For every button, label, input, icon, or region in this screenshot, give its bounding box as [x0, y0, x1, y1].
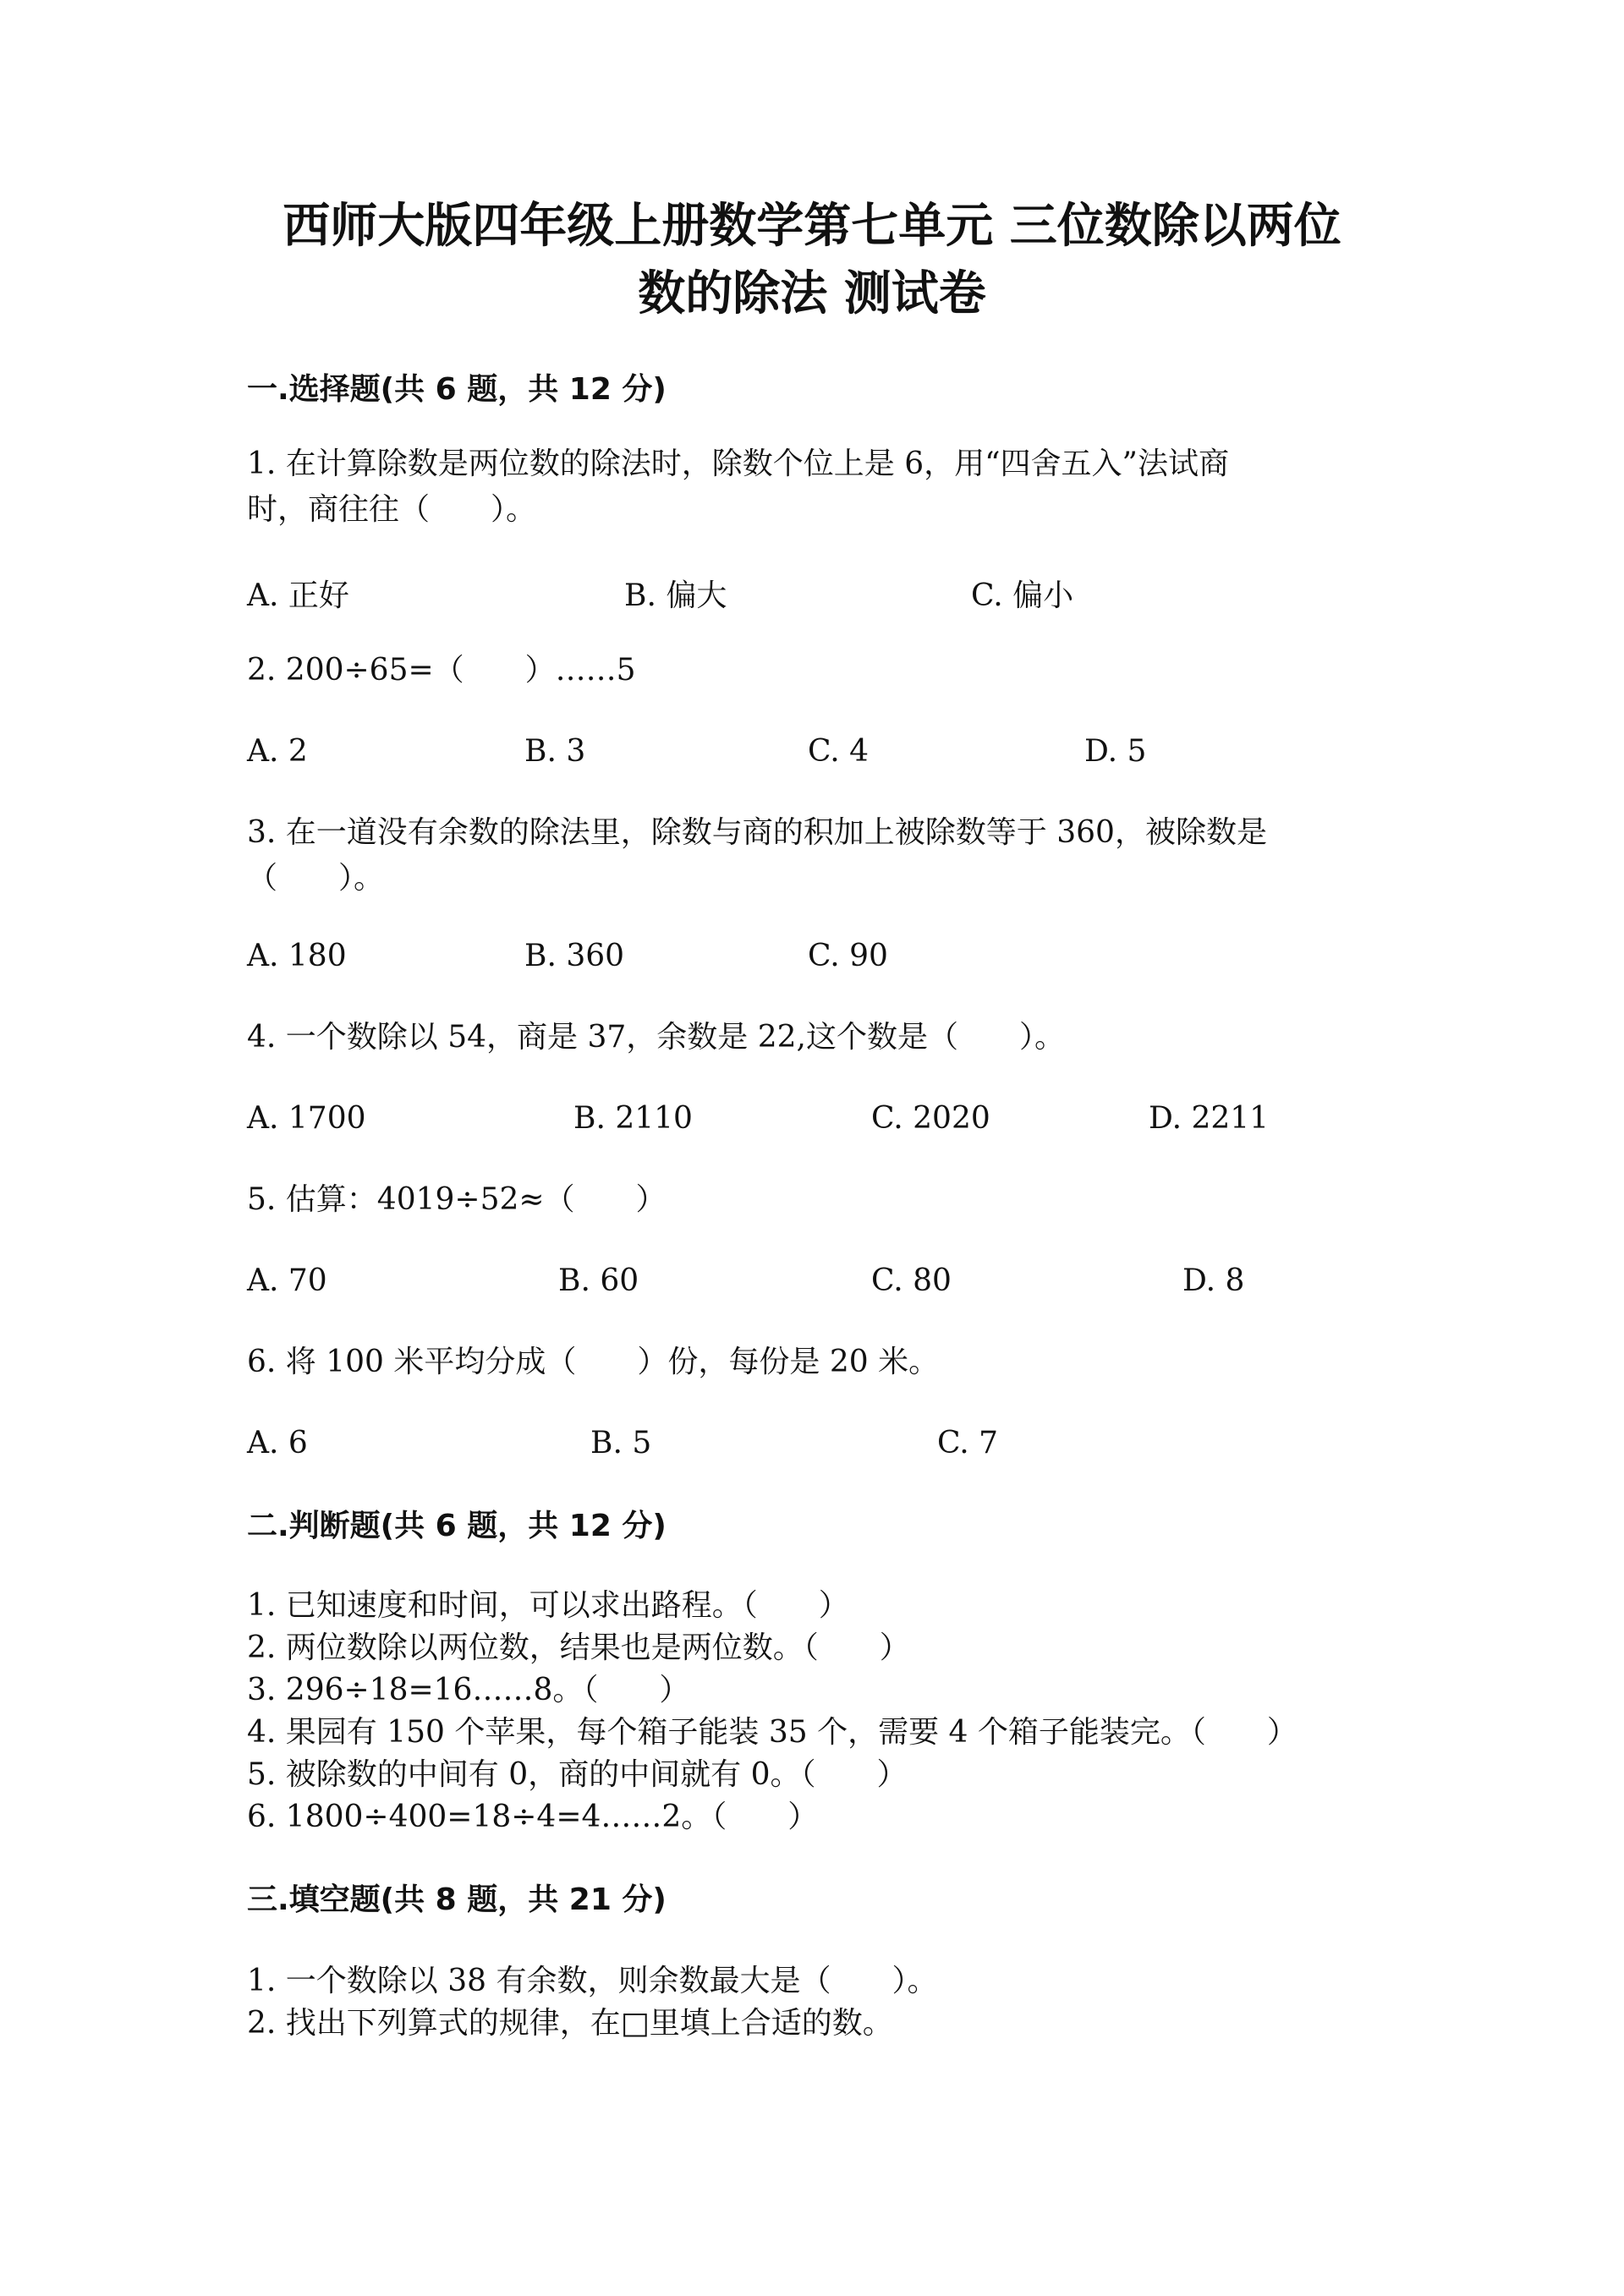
option-5a[interactable]: A. 70 — [247, 1263, 327, 1298]
tf-item-5: 5. 被除数的中间有 0，商的中间就有 0。（ ） — [247, 1757, 908, 1792]
tf-item-4: 4. 果园有 150 个苹果，每个箱子能装 35 个，需要 4 个箱子能装完。（ ） — [247, 1715, 1298, 1750]
option-6b[interactable]: B. 5 — [590, 1426, 652, 1460]
question-5: 5. 估算：4019÷52≈（ ） — [247, 1182, 667, 1217]
section-heading-fill-blank: 三.填空题(共 8 题，共 21 分) — [247, 1882, 667, 1917]
section-heading-choice: 一.选择题(共 6 题，共 12 分) — [247, 372, 667, 407]
page-title-line-2: 数的除法 测试卷 — [638, 266, 986, 321]
question-1-line-2: 时，商往往（ ）。 — [247, 492, 537, 527]
option-2b[interactable]: B. 3 — [524, 734, 586, 769]
option-5c[interactable]: C. 80 — [871, 1263, 952, 1298]
option-6a[interactable]: A. 6 — [247, 1426, 308, 1460]
page-title — [0, 193, 1624, 328]
question-4: 4. 一个数除以 54，商是 37，余数是 22,这个数是（ ）。 — [247, 1020, 1065, 1055]
option-1b[interactable]: B. 偏大 — [624, 578, 727, 613]
option-6c[interactable]: C. 7 — [937, 1426, 999, 1460]
question-2: 2. 200÷65=（ ）……5 — [247, 653, 636, 688]
tf-item-1: 1. 已知速度和时间，可以求出路程。（ ） — [247, 1588, 849, 1623]
option-5b[interactable]: B. 60 — [558, 1263, 639, 1298]
option-4d[interactable]: D. 2211 — [1149, 1101, 1270, 1136]
option-4b[interactable]: B. 2110 — [573, 1101, 693, 1136]
section-heading-true-false: 二.判断题(共 6 题，共 12 分) — [247, 1509, 667, 1543]
question-6: 6. 将 100 米平均分成（ ）份，每份是 20 米。 — [247, 1345, 940, 1379]
fill-item-1: 1. 一个数除以 38 有余数，则余数最大是（ ）。 — [247, 1964, 938, 1998]
question-3-line-1: 3. 在一道没有余数的除法里，除数与商的积加上被除数等于 360，被除数是 — [247, 815, 1267, 850]
option-2c[interactable]: C. 4 — [808, 734, 870, 769]
option-3a[interactable]: A. 180 — [247, 939, 347, 973]
question-1 — [247, 441, 1229, 533]
option-4a[interactable]: A. 1700 — [247, 1101, 366, 1136]
option-1c[interactable]: C. 偏小 — [971, 578, 1074, 613]
tf-item-6: 6. 1800÷400=18÷4=4……2。（ ） — [247, 1800, 819, 1834]
option-4c[interactable]: C. 2020 — [871, 1101, 990, 1136]
option-5d[interactable]: D. 8 — [1182, 1263, 1245, 1298]
option-2a[interactable]: A. 2 — [247, 734, 308, 769]
question-3-line-2: （ ）。 — [247, 861, 385, 896]
fill-item-2: 2. 找出下列算式的规律，在□里填上合适的数。 — [247, 2006, 893, 2041]
option-3b[interactable]: B. 360 — [524, 939, 625, 973]
tf-item-3: 3. 296÷18=16……8。（ ） — [247, 1673, 690, 1707]
question-3 — [247, 810, 1267, 901]
option-1a[interactable]: A. 正好 — [247, 578, 349, 613]
question-1-line-1: 1. 在计算除数是两位数的除法时，除数个位上是 6，用“四舍五入”法试商 — [247, 447, 1229, 481]
tf-item-2: 2. 两位数除以两位数，结果也是两位数。（ ） — [247, 1630, 910, 1665]
option-3c[interactable]: C. 90 — [808, 939, 888, 973]
option-2d[interactable]: D. 5 — [1084, 734, 1147, 769]
page-title-line-1: 西师大版四年级上册数学第七单元 三位数除以两位 — [283, 199, 1341, 254]
